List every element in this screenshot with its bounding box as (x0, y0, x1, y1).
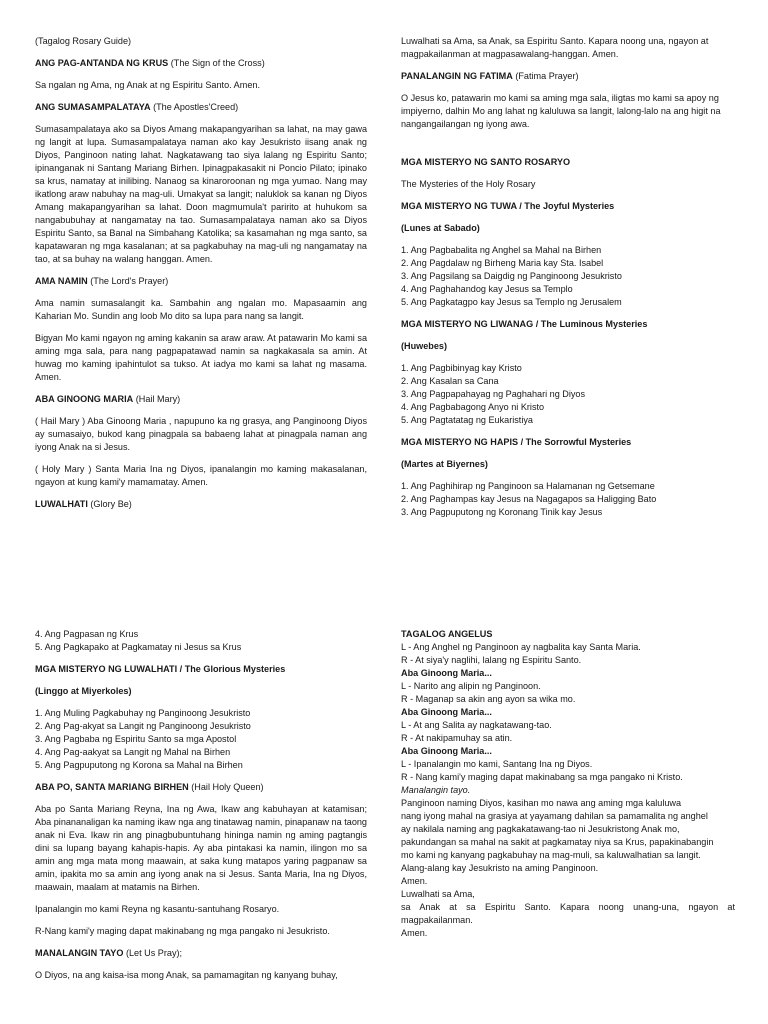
list-item: 1. Ang Pagbibinyag kay Kristo (401, 363, 522, 373)
sign-of-cross-heading (35, 57, 367, 70)
list-item: 5. Ang Pagpuputong ng Korona sa Mahal na Birhen (35, 760, 243, 770)
list-item: 4. Ang Pag-aakyat sa Langit ng Mahal na Birhen (35, 747, 231, 757)
angelus-line: R - Nang kami'y maging dapat makinabang sa mga pangako ni Kristo. (401, 772, 683, 782)
sorrowful-heading: MGA MISTERYO NG HAPIS / The Sorrowful Mysteries (401, 437, 632, 447)
list-item: 1. Ang Paghihirap ng Panginoon sa Halamanan ng Getsemane (401, 481, 655, 491)
heading-tagalog: PANALANGIN NG FATIMA (401, 71, 513, 81)
let-us-pray-heading (35, 947, 367, 960)
list-item: 5. Ang Pagtatatag ng Eukaristiya (401, 415, 533, 425)
heading-english: (Glory Be) (90, 499, 132, 509)
joyful-days: (Lunes at Sabado) (401, 223, 480, 233)
our-father-paragraph-1: Ama namin sumasalangit ka. Sambahin ang ngalan mo. Mapasaamin ang Kaharian Mo. Sundin ang loob Mo dito sa lupa para nang sa langit. (35, 298, 367, 321)
angelus-line: L - Ang Anghel ng Panginoon ay nagbalita kay Santa Maria. (401, 642, 641, 652)
heading-tagalog: AMA NAMIN (35, 276, 88, 286)
list-item: 4. Ang Pagpasan ng Krus (35, 629, 139, 639)
hail-holy-queen-text: Aba po Santa Mariang Reyna, Ina ng Awa, Ikaw ang kabuhayan at katamisan; Aba pinananaligan ka naming ikaw nga ang tinatawag namin, pinapanaw na taong anak ni Eva. Ikaw rin ang pinagbubuntuhang hininga namin ng aming pagtangis dini sa lupang bayang kahapis-hapis. Ay aba pintakasi ka namin, ilingon mo sa amin ang mga mata mong maawain, at saka kung matapos yaring pagpanaw sa amin, ipakita mo sa amin ang iyong anak na si Jesus. Santa Maria, Ina ng Diyos, maawain, maalam at matamis na Birhen. (35, 804, 367, 892)
list-item: 3. Ang Pagbaba ng Espiritu Santo sa mga Apostol (35, 734, 237, 744)
angelus-line: Panginoon naming Diyos, kasihan mo nawa ang aming mga kaluluwa (401, 798, 682, 808)
hail-mary-heading (35, 393, 367, 406)
fatima-text: O Jesus ko, patawarin mo kami sa aming mga sala, iligtas mo kami sa apoy ng impiyerno, dalhin Mo ang lahat ng kaluluwa sa langit, lalong-lalo na ang higit na nangangailangan ng iyong awa. (401, 93, 721, 129)
list-item: 3. Ang Pagpuputong ng Koronang Tinik kay Jesus (401, 507, 603, 517)
angelus-line: Aba Ginoong Maria... (401, 707, 492, 717)
hail-holy-queen-response: R-Nang kami'y maging dapat makinabang ng mga pangako ni Jesukristo. (35, 926, 330, 936)
list-item: 2. Ang Pagdalaw ng Birheng Maria kay Sta. Isabel (401, 258, 604, 268)
heading-english: (The Apostles'Creed) (153, 102, 239, 112)
angelus-line: Luwalhati sa Ama, (401, 889, 475, 899)
list-item: 5. Ang Pagkapako at Pagkamatay ni Jesus sa Krus (35, 642, 242, 652)
creed-heading (35, 101, 367, 114)
mysteries-heading: MGA MISTERYO NG SANTO ROSARYO (401, 157, 571, 167)
angelus-line: mo kami ng kanyang pagkabuhay na mag-muli, sa kaluwalhatian sa langit. (401, 850, 701, 860)
hail-mary-paragraph-2: ( Holy Mary ) Santa Maria Ina ng Diyos, ipanalangin mo kaming makasalanan, ngayon at kung kami'y mamamatay. Amen. (35, 464, 367, 487)
angelus-line: Aba Ginoong Maria... (401, 668, 492, 678)
let-us-pray-text: O Diyos, na ang kaisa-isa mong Anak, sa pamamagitan ng kanyang buhay, (35, 970, 338, 980)
our-father-paragraph-2: Bigyan Mo kami ngayon ng aming kakanin sa araw araw. At patawarin Mo kami sa aming mga sala, para nang pagpapatawad namin sa nagkakasala sa amin. At huwag mo kaming ipahintulot sa tukso. At iadya mo kami sa lahat ng masama. Amen. (35, 333, 367, 382)
luminous-list (401, 362, 735, 427)
our-father-heading (35, 275, 367, 288)
heading-english: (The Sign of the Cross) (170, 58, 265, 68)
heading-english: (Fatima Prayer) (515, 71, 579, 81)
column-top-left (35, 35, 367, 520)
list-item: 3. Ang Pagsilang sa Daigdig ng Panginoong Jesukristo (401, 271, 622, 281)
angelus-line: R - Maganap sa akin ang ayon sa wika mo. (401, 694, 576, 704)
angelus-line: Aba Ginoong Maria... (401, 746, 492, 756)
sorrowful-days: (Martes at Biyernes) (401, 459, 488, 469)
heading-english: (The Lord's Prayer) (90, 276, 169, 286)
heading-tagalog: LUWALHATI (35, 499, 88, 509)
heading-tagalog: ABA PO, SANTA MARIANG BIRHEN (35, 782, 189, 792)
mysteries-subtitle: The Mysteries of the Holy Rosary (401, 179, 536, 189)
luminous-days: (Huwebes) (401, 341, 447, 351)
spacer (401, 140, 735, 156)
heading-english: (Hail Holy Queen) (191, 782, 264, 792)
column-bottom-left (35, 628, 367, 991)
angelus-lines (401, 641, 735, 901)
fatima-heading (401, 70, 735, 83)
heading-tagalog: ANG SUMASAMPALATAYA (35, 102, 151, 112)
glory-be-text: Luwalhati sa Ama, sa Anak, sa Espiritu Santo. Kapara noong una, ngayon at magpakailanman at magpasawalang-hanggan. Amen. (401, 36, 709, 59)
sorrowful-list (401, 480, 735, 519)
column-bottom-right (401, 628, 735, 940)
creed-text: Sumasampalataya ako sa Diyos Amang makapangyarihan sa lahat, na may gawa ng langit at lupa. Sumasampalataya naman ako kay Jesukristo iisang anak ng Diyos, Panginoon nating lahat. Nagkatawang tao siya lalang ng Espiritu Santo; ipinanganak ni Santang Mariang Birhen. Ipinagpakasakit ni Poncio Pilato; ipinako sa krus, namatay at inilibing. Nanaog sa kinaroroonan ng mga yumao. Nang may ikatlong araw nabuhay na mag-uli. Umakyat sa langit; naluklok sa kanan ng Diyos Amang makapangyarihan sa lahat. Doon magmumula't paririto at huhukom sa nangabubuhay at nangamatay na tao. Sumasampalataya naman ako sa Diyos Espiritu Santo, sa Banal na Simbahang Katolika; sa kasamahan ng mga santo, sa kapatawaran ng mga kasalanan; at sa pagkabuhay na mag-uli ng nangamatay na tao, at sa buhay na walang hanggan. Amen. (35, 124, 367, 264)
angelus-line: Amen. (401, 876, 428, 886)
list-item: 4. Ang Paghahandog kay Jesus sa Templo (401, 284, 573, 294)
hail-holy-queen-versicle: Ipanalangin mo kami Reyna ng kasantu-santuhang Rosaryo. (35, 904, 280, 914)
angelus-line: R - At siya'y naglihi, lalang ng Espiritu Santo. (401, 655, 582, 665)
intro-text: (Tagalog Rosary Guide) (35, 36, 132, 46)
angelus-line: L - Ipanalangin mo kami, Santang Ina ng Diyos. (401, 759, 593, 769)
list-item: 1. Ang Muling Pagkabuhay ng Panginoong Jesukristo (35, 708, 251, 718)
list-item: 3. Ang Pagpapahayag ng Paghahari ng Diyos (401, 389, 586, 399)
heading-tagalog: ABA GINOONG MARIA (35, 394, 134, 404)
angelus-heading: TAGALOG ANGELUS (401, 629, 493, 639)
list-item: 5. Ang Pagkatagpo kay Jesus sa Templo ng Jerusalem (401, 297, 622, 307)
glorious-list (35, 707, 367, 772)
column-top-right (401, 35, 735, 528)
sorrowful-list-continued (35, 628, 367, 654)
glory-be-heading (35, 498, 367, 511)
hail-holy-queen-heading (35, 781, 367, 794)
luminous-heading: MGA MISTERYO NG LIWANAG / The Luminous Mysteries (401, 319, 648, 329)
hail-mary-paragraph-1: ( Hail Mary ) Aba Ginoong Maria , napupuno ka ng grasya, ang Panginoong Diyos ay sumasaiyo, bukod kang pinagpala sa babaeng lahat at pinagpala naman ang iyong Anak na si Jesus. (35, 416, 367, 452)
heading-english: (Hail Mary) (135, 394, 181, 404)
list-item: 2. Ang Kasalan sa Cana (401, 376, 499, 386)
angelus-line: L - Narito ang alipin ng Panginoon. (401, 681, 541, 691)
heading-english: (Let Us Pray); (125, 948, 183, 958)
list-item: 1. Ang Pagbabalita ng Anghel sa Mahal na Birhen (401, 245, 602, 255)
list-item: 2. Ang Pag-akyat sa Langit ng Panginoong Jesukristo (35, 721, 251, 731)
angelus-line: ay nakilala naming ang pagkakatawang-tao ni Jesukristong Anak mo, (401, 824, 680, 834)
angelus-line: L - At ang Salita ay nagkatawang-tao. (401, 720, 552, 730)
list-item: 2. Ang Paghampas kay Jesus na Nagagapos sa Haligging Bato (401, 494, 657, 504)
angelus-line: Manalangin tayo. (401, 785, 471, 795)
angelus-line: Alang-alang kay Jesukristo na aming Panginoon. (401, 863, 599, 873)
angelus-line: R - At nakipamuhay sa atin. (401, 733, 513, 743)
glorious-heading: MGA MISTERYO NG LUWALHATI / The Glorious Mysteries (35, 664, 286, 674)
angelus-amen: Amen. (401, 928, 428, 938)
list-item: 4. Ang Pagbabagong Anyo ni Kristo (401, 402, 545, 412)
glorious-days: (Linggo at Miyerkoles) (35, 686, 132, 696)
angelus-line: pakundangan sa mahal na sakit at pagkamatay niya sa Krus, papakinabangin (401, 837, 714, 847)
angelus-line: nang iyong mahal na grasiya at yayamang dahilan sa pamamalita ng anghel (401, 811, 708, 821)
joyful-list (401, 244, 735, 309)
heading-tagalog: ANG PAG-ANTANDA NG KRUS (35, 58, 169, 68)
joyful-heading: MGA MISTERYO NG TUWA / The Joyful Mysteries (401, 201, 615, 211)
sign-of-cross-text: Sa ngalan ng Ama, ng Anak at ng Espiritu Santo. Amen. (35, 80, 260, 90)
heading-tagalog: MANALANGIN TAYO (35, 948, 124, 958)
angelus-final-text: sa Anak at sa Espiritu Santo. Kapara noong unang-una, ngayon at magpakailanman. (401, 902, 735, 925)
